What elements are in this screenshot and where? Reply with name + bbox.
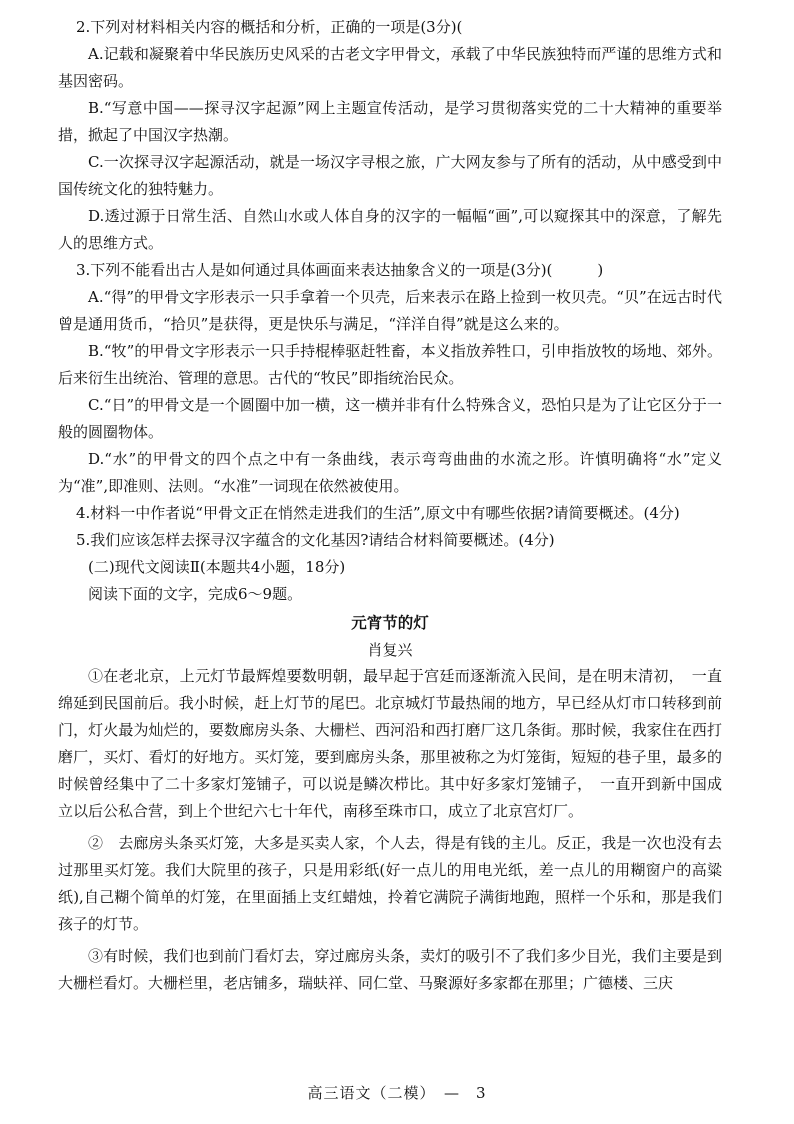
question-2-option-a: A.记载和凝聚着中华民族历史风采的古老文字甲骨文，承载了中华民族独特而严谨的思维方式和基因密码。 bbox=[58, 45, 722, 90]
question-2-option-b: B.“写意中国——探寻汉字起源”网上主题宣传活动，是学习贯彻落实党的二十大精神的重要举措，掀起了中国汉字热潮。 bbox=[58, 99, 722, 144]
reading-instruction: 阅读下面的文字，完成6～9题。 bbox=[88, 585, 303, 603]
question-3-option-a: A.“得”的甲骨文字形表示一只手拿着一个贝壳，后来表示在路上捡到一枚贝壳。“贝”在远古时代曾是通用货币，“拾贝”是获得，更是快乐与满足，“洋洋自得”就是这么来的。 bbox=[58, 288, 722, 333]
article-title: 元宵节的灯 bbox=[351, 614, 429, 632]
question-3-stem: 3.下列不能看出古人是如何通过具体画面来表达抽象含义的一项是(3分)( ) bbox=[76, 261, 604, 279]
article-paragraph-3: ③有时候，我们也到前门看灯去，穿过廊房头条，卖灯的吸引不了我们多少目光，我们主要是到大栅栏看灯。大栅栏里，老店铺多，瑞蚨祥、同仁堂、马聚源好多家都在那里；广德楼、三庆 bbox=[58, 947, 722, 992]
question-4: 4.材料一中作者说“甲骨文正在悄然走进我们的生活”,原文中有哪些依据?请简要概述。(4分) bbox=[76, 504, 680, 522]
page-footer: 高三语文（二模） — 3 bbox=[307, 1084, 487, 1102]
question-3-option-c: C.“日”的甲骨文是一个圆圈中加一横，这一横并非有什么特殊含义，恐怕只是为了让它区分于一般的圆圈物体。 bbox=[58, 396, 722, 441]
question-5: 5.我们应该怎样去探寻汉字蕴含的文化基因?请结合材料简要概述。(4分) bbox=[76, 531, 555, 549]
document-page bbox=[58, 14, 722, 997]
article-author: 肖复兴 bbox=[367, 641, 413, 659]
article-paragraph-1: ①在老北京，上元灯节最辉煌要数明朝，最早起于宫廷而逐渐流入民间，是在明末清初， 一直绵延到民国前后。我小时候，赶上灯节的尾巴。北京城灯节最热闹的地方，早已经从灯市口转移到前门，灯火最为灿烂的，要数廊房头条、大栅栏、西河沿和西打磨厂这几条街。那时候，我家住在西打磨厂，买灯、看灯的好地方。买灯笼，要到廊房头条，那里被称之为灯笼街，短短的巷子里，最多的时候曾经集中了二十多家灯笼铺子，可以说是鳞次栉比。其中好多家灯笼铺子， 一直开到新中国成立以后公私合营，到上个世纪六七十年代，南移至珠市口，成立了北京宫灯厂。 bbox=[58, 667, 722, 820]
article-paragraph-2: ② 去廊房头条买灯笼，大多是买卖人家，个人去，得是有钱的主儿。反正，我是一次也没有去过那里买灯笼。我们大院里的孩子，只是用彩纸(好一点儿的用电光纸，差一点儿的用糊窗户的高粱纸),自己糊个简单的灯笼，在里面插上支红蜡烛，拎着它满院子满街地跑，照样一个乐和，那是我们孩子的灯节。 bbox=[58, 834, 722, 933]
question-2-option-d: D.透过源于日常生活、自然山水或人体自身的汉字的一幅幅“画”,可以窥探其中的深意，了解先人的思维方式。 bbox=[58, 207, 722, 252]
question-3-option-d: D.“水”的甲骨文的四个点之中有一条曲线，表示弯弯曲曲的水流之形。许慎明确将“水”定义为“准”,即准则、法则。“水准”一词现在依然被使用。 bbox=[58, 450, 722, 495]
question-2-option-c: C.一次探寻汉字起源活动，就是一场汉字寻根之旅，广大网友参与了所有的活动，从中感受到中国传统文化的独特魅力。 bbox=[58, 153, 722, 198]
question-2-stem: 2.下列对材料相关内容的概括和分析，正确的一项是(3分)( bbox=[76, 18, 463, 36]
question-3-option-b: B.“牧”的甲骨文字形表示一只手持棍棒驱赶牲畜，本义指放养牲口，引申指放牧的场地、郊外。后来衍生出统治、管理的意思。古代的“牧民”即指统治民众。 bbox=[58, 342, 722, 387]
section-heading: (二)现代文阅读Ⅱ(本题共4小题，18分) bbox=[88, 558, 346, 576]
